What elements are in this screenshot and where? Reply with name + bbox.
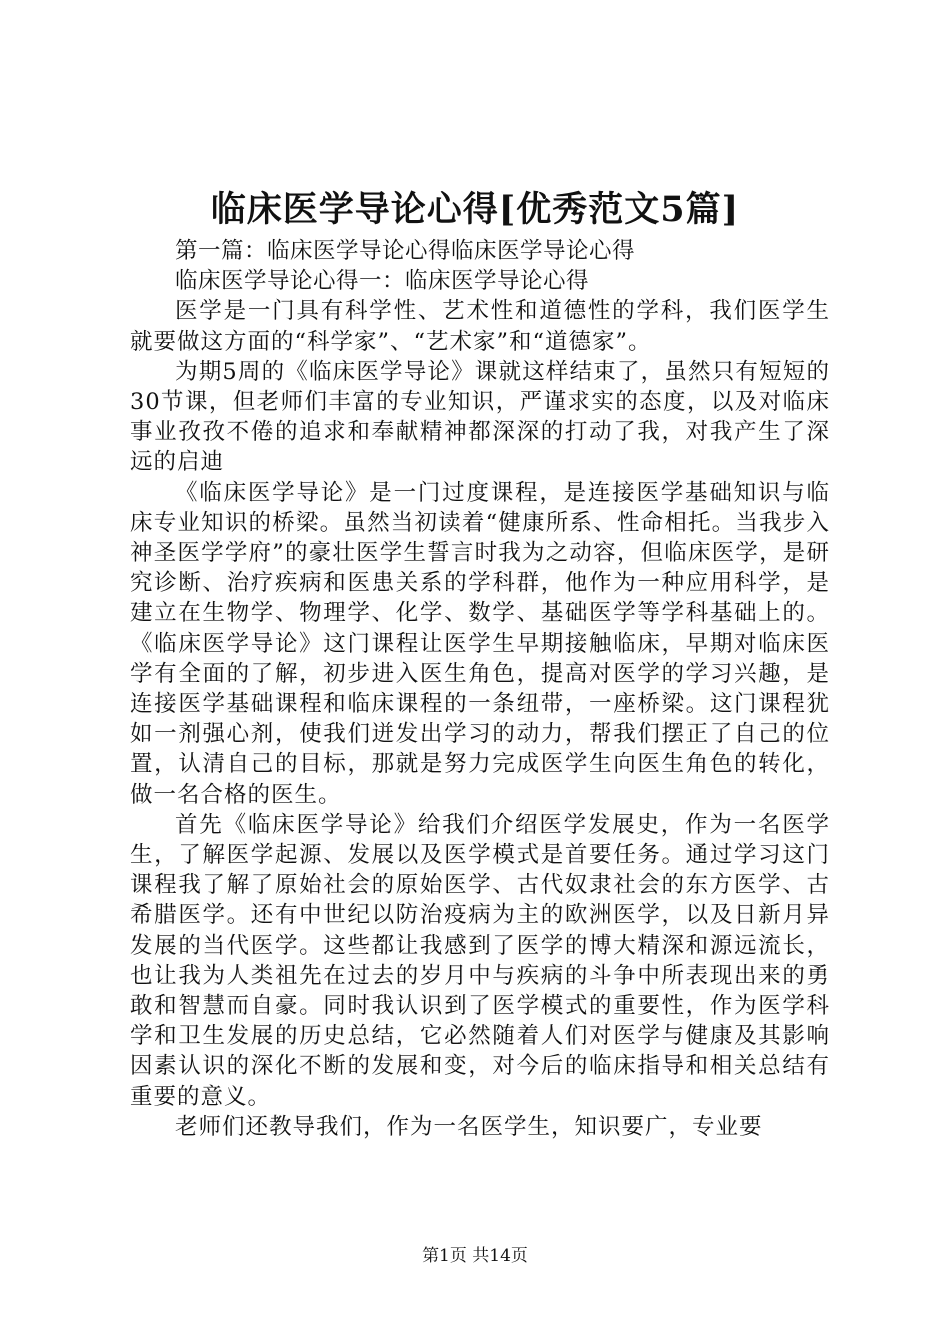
document-title: 临床医学导论心得[优秀范文5篇] bbox=[210, 189, 740, 230]
paragraph: 首先《临床医学导论》给我们介绍医学发展史，作为一名医学生，了解医学起源、发展以及医学模式是首要任务。通过学习这门课程我了解了原始社会的原始医学、古代奴隶社会的东方医学、古希腊医学。还有中世纪以防治疫病为主的欧洲医学，以及日新月异发展的当代医学。这些都让我感到了医学的博大精深和源远流长，也让我为人类祖先在过去的岁月中与疾病的斗争中所表现出来的勇敢和智慧而自豪。同时我认识到了医学模式的重要性，作为医学科学和卫生发展的历史总结，它必然随着人们对医学与健康及其影响因素认识的深化不断的发展和变，对今后的临床指导和相关总结有重要的意义。 bbox=[130, 811, 830, 1110]
document-body bbox=[130, 236, 830, 1142]
paragraph-subheading: 临床医学导论心得一：临床医学导论心得 bbox=[175, 268, 590, 295]
paragraph-section-heading: 第一篇：临床医学导论心得临床医学导论心得 bbox=[175, 238, 636, 264]
paragraph: 为期5周的《临床医学导论》课就这样结束了，虽然只有短短的30节课，但老师们丰富的专业知识，严谨求实的态度，以及对临床事业孜孜不倦的追求和奉献精神都深深的打动了我，对我产生了深远的启迪 bbox=[130, 358, 830, 476]
paragraph: 《临床医学导论》是一门过度课程，是连接医学基础知识与临床专业知识的桥梁。虽然当初读着“健康所系、性命相托。当我步入神圣医学学府”的豪壮医学生誓言时我为之动容，但临床医学，是研究诊断、治疗疾病和医患关系的学科群，他作为一种应用科学，是建立在生物学、物理学、化学、数学、基础医学等学科基础上的。《临床医学导论》这门课程让医学生早期接触临床，早期对临床医学有全面的了解，初步进入医生角色，提高对医学的学习兴趣，是连接医学基础课程和临床课程的一条纽带，一座桥梁。这门课程犹如一剂强心剂，使我们迸发出学习的动力，帮我们摆正了自己的位置，认清自己的目标，那就是努力完成医学生向医生角色的转化，做一名合格的医生。 bbox=[130, 479, 830, 808]
paragraph: 老师们还教导我们，作为一名医学生，知识要广，专业要 bbox=[175, 1113, 763, 1140]
paragraph: 医学是一门具有科学性、艺术性和道德性的学科，我们医学生就要做这方面的“科学家”、“艺术家”和“道德家”。 bbox=[130, 298, 830, 355]
page-number-footer: 第1页 共14页 bbox=[422, 1246, 528, 1266]
